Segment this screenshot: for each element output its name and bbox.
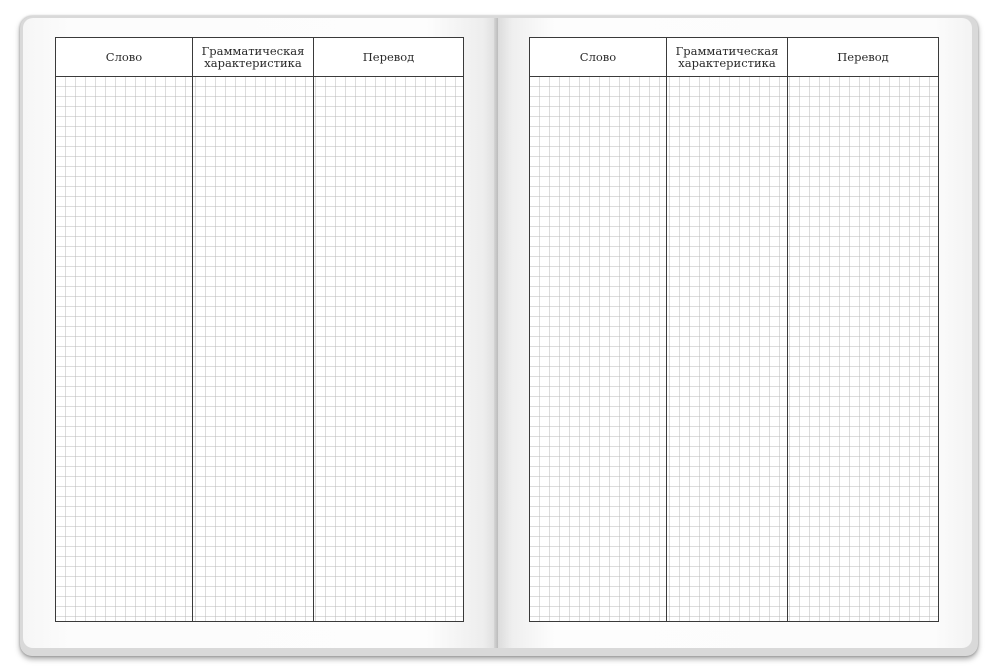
left-page [23, 18, 498, 648]
grid-area [530, 77, 938, 621]
vocabulary-table-right [529, 37, 939, 622]
column-header-word: Слово [579, 50, 617, 64]
column-divider [787, 77, 788, 621]
table-header [56, 38, 463, 77]
column-divider [192, 77, 193, 621]
vocabulary-table-left [55, 37, 464, 622]
column-divider [666, 77, 667, 621]
column-header-translation: Перевод [313, 38, 463, 76]
column-divider [313, 77, 314, 621]
column-header-grammar: Грамматическая характеристика [192, 38, 313, 76]
grid-area [56, 77, 463, 621]
column-header-grammar: Грамматическая характеристика [666, 38, 787, 76]
right-page [498, 18, 972, 648]
column-header-translation: Перевод [787, 38, 938, 76]
table-header [530, 38, 938, 77]
column-header-word: Слово [105, 50, 143, 64]
